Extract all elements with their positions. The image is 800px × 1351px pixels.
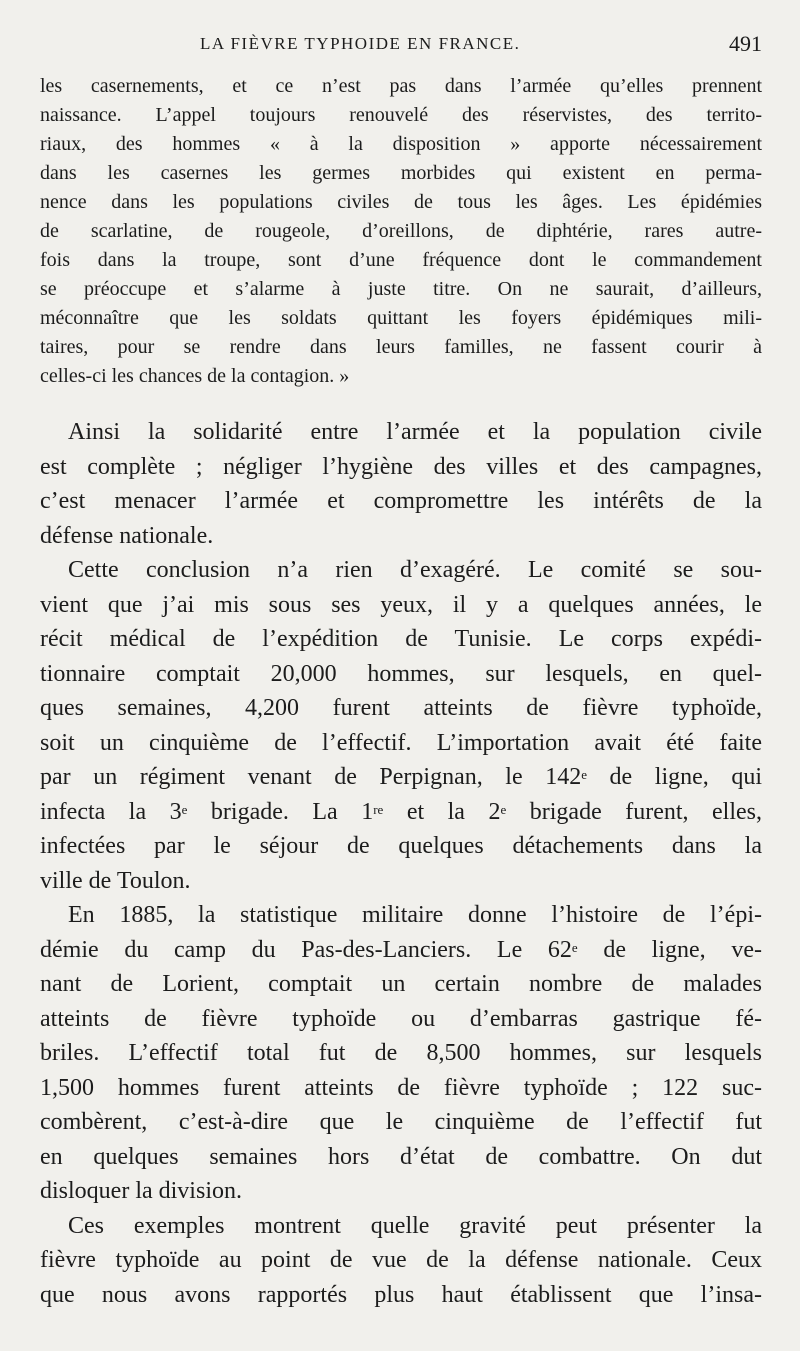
body-line: tionnaire comptait 20,000 hommes, sur lesquels, en quel- (40, 660, 762, 687)
body-line: 1,500 hommes furent atteints de fièvre typhoïde ; 122 suc- (40, 1074, 762, 1101)
body-line (40, 760, 762, 795)
body-line: atteints de fièvre typhoïde ou d’embarras gastrique fé- (40, 1005, 762, 1032)
page-number: 491 (729, 31, 762, 56)
paragraph-tunisia (40, 553, 762, 898)
body-line: soit un cinquième de l’effectif. L’importation avait été faite (40, 729, 762, 756)
body-line (40, 795, 762, 830)
quote-line: nence dans les populations civiles de tous les âges. Les épidémies (40, 191, 762, 213)
body-line: disloquer la division. (40, 1178, 242, 1204)
body-line: défense nationale. (40, 522, 214, 549)
body-line: c’est menacer l’armée et compromettre les intérêts de la (40, 488, 762, 514)
body-line: infectées par le séjour de quelques détachements dans la (40, 833, 762, 859)
running-head (40, 31, 770, 62)
text-run: de ligne, ve- (577, 936, 762, 963)
text-run: brigade furent, elles, (506, 798, 763, 825)
body-line: En 1885, la statistique militaire donne l’histoire de l’épi- (68, 902, 762, 928)
body-line: ques semaines, 4,200 furent atteints de fièvre typhoïde, (40, 695, 762, 721)
superscript: e (500, 801, 507, 817)
text-run: par un régiment venant de Perpignan, le 142 (40, 764, 582, 790)
paragraph-pas-des-lanciers (40, 898, 762, 1209)
superscript: e (581, 767, 587, 782)
superscript: e (181, 801, 188, 817)
body-line: nant de Lorient, comptait un certain nombre de malades (40, 971, 762, 997)
text-run: de ligne, qui (586, 764, 763, 790)
superscript: e (571, 939, 578, 955)
body-line: briles. L’effectif total fut de 8,500 hommes, sur lesquels (40, 1040, 762, 1066)
body-line: fièvre typhoïde au point de vue de la défense nationale. Ceux (40, 1247, 762, 1273)
text-run: démie du camp du Pas-des-Lanciers. Le 62 (40, 936, 572, 963)
quote-line: méconnaître que les soldats quittant les foyers épidémiques mili- (40, 307, 762, 329)
quote-line: taires, pour se rendre dans leurs familles, ne fassent courir à (40, 336, 762, 358)
body-line: vient que j’ai mis sous ses yeux, il y a quelques années, le (40, 591, 762, 618)
body-line: Cette conclusion n’a rien d’exagéré. Le comité se sou- (68, 557, 762, 583)
running-title: LA FIÈVRE TYPHOIDE EN FRANCE. (200, 34, 521, 53)
quote-line: de scarlatine, de rougeole, d’oreillons, de diphtérie, rares autre- (40, 220, 762, 242)
text-run: brigade. La 1 (187, 798, 374, 825)
body-line: que nous avons rapportés plus haut établissent que l’insa- (40, 1281, 762, 1308)
body-line (40, 933, 762, 968)
quote-line: fois dans la troupe, sont d’une fréquence dont le commandement (40, 249, 762, 271)
text-run: et la 2 (383, 798, 501, 825)
quote-line: celles-ci les chances de la contagion. » (40, 365, 350, 387)
quoted-passage (40, 72, 762, 391)
body-text (40, 415, 762, 1312)
superscript: re (373, 801, 384, 817)
body-line: est complète ; négliger l’hygiène des villes et des campagnes, (40, 453, 762, 480)
body-line: combèrent, c’est-à-dire que le cinquième de l’effectif fut (40, 1109, 762, 1135)
quote-line: dans les casernes les germes morbides qui existent en perma- (40, 162, 762, 184)
quote-line: les casernements, et ce n’est pas dans l’armée qu’elles prennent (40, 75, 762, 97)
body-line: récit médical de l’expédition de Tunisie. Le corps expédi- (40, 626, 762, 652)
body-line: Ces exemples montrent quelle gravité peut présenter la (68, 1212, 762, 1239)
text-run: infecta la 3 (40, 798, 182, 825)
body-line: Ainsi la solidarité entre l’armée et la population civile (68, 419, 762, 445)
quote-line: riaux, des hommes « à la disposition » apporte nécessairement (40, 133, 762, 155)
body-line: en quelques semaines hors d’état de combattre. On dut (40, 1143, 762, 1170)
body-line: ville de Toulon. (40, 867, 191, 894)
paragraph-examples (40, 1209, 762, 1313)
quote-line: se préoccupe et s’alarme à juste titre. On ne saurait, d’ailleurs, (40, 278, 762, 300)
paragraph-solidarity (40, 415, 762, 553)
quote-line: naissance. L’appel toujours renouvelé des réservistes, des territo- (40, 104, 762, 126)
